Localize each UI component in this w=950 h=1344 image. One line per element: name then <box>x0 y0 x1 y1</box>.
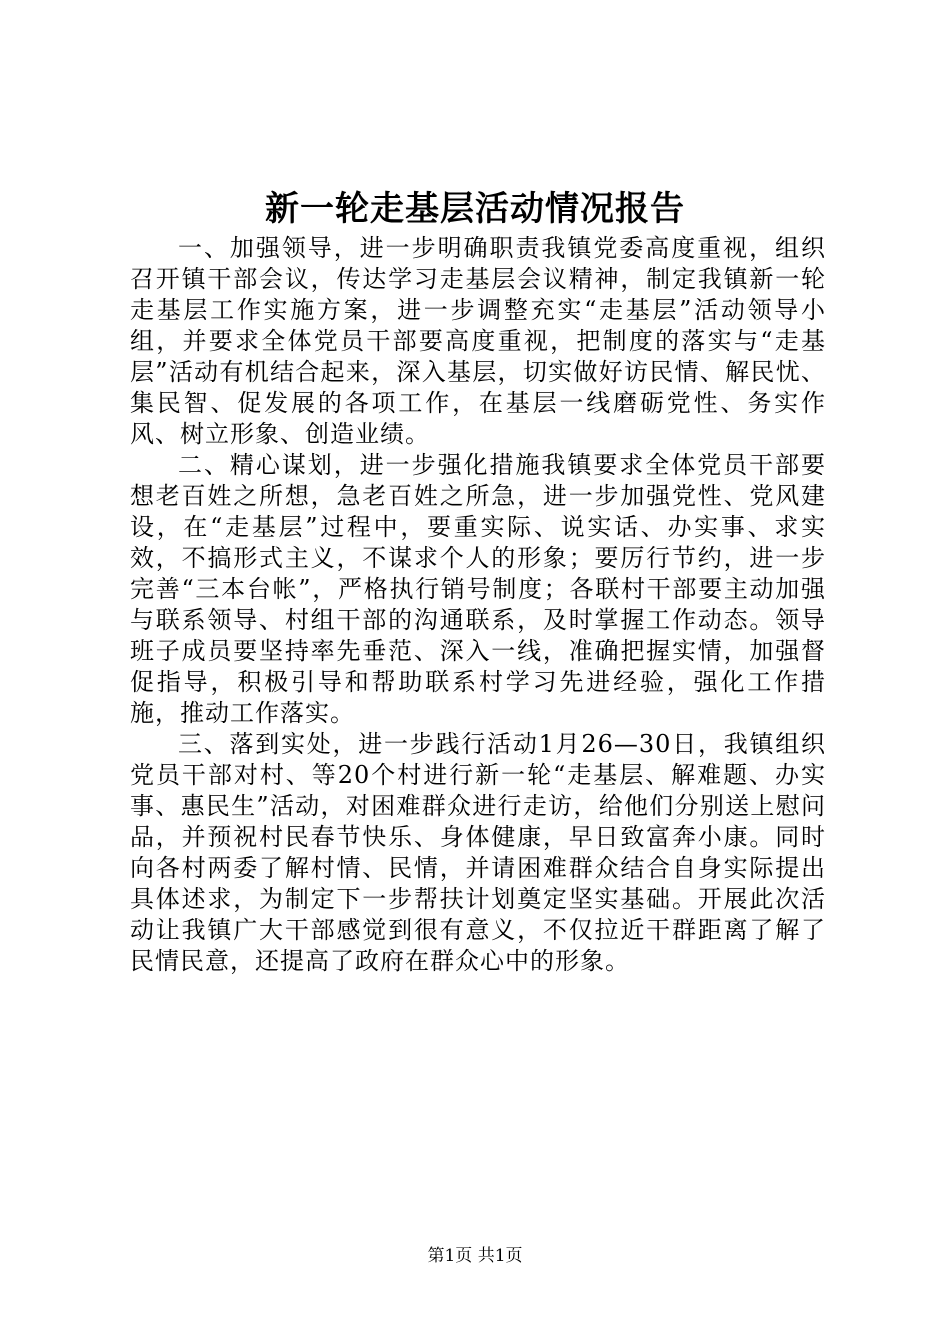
page-number-footer: 第1页 共1页 <box>427 1246 523 1266</box>
paragraph-strengthen-leadership: 一、加强领导，进一步明确职责我镇党委高度重视，组织召开镇干部会议，传达学习走基层会议精神，制定我镇新一轮走基层工作实施方案，进一步调整充实“走基层”活动领导小组，并要求全体党员干部要高度重视，把制度的落实与“走基层”活动有机结合起来，深入基层，切实做好访民情、解民忧、集民智、促发展的各项工作，在基层一线磨砺党性、务实作风、树立形象、创造业绩。 <box>130 234 826 448</box>
document-title: 新一轮走基层活动情况报告 <box>265 189 685 229</box>
document-body <box>130 233 826 977</box>
paragraph-implementation: 三、落到实处，进一步践行活动1月26—30日，我镇组织党员干部对村、等20个村进行新一轮“走基层、解难题、办实事、惠民生”活动，对困难群众进行走访，给他们分别送上慰问品，并预祝村民春节快乐、身体健康，早日致富奔小康。同时向各村两委了解村情、民情，并请困难群众结合自身实际提出具体述求，为制定下一步帮扶计划奠定坚实基础。开展此次活动让我镇广大干部感觉到很有意义，不仅拉近干群距离了解了民情民意，还提高了政府在群众心中的形象。 <box>130 730 826 975</box>
paragraph-careful-planning: 二、精心谋划，进一步强化措施我镇要求全体党员干部要想老百姓之所想，急老百姓之所急，进一步加强党性、党风建设，在“走基层”过程中，要重实际、说实话、办实事、求实效，不搞形式主义，不谋求个人的形象；要厉行节约，进一步完善“三本台帐”，严格执行销号制度；各联村干部要主动加强与联系领导、村组干部的沟通联系，及时掌握工作动态。领导班子成员要坚持率先垂范、深入一线，准确把握实情，加强督促指导，积极引导和帮助联系村学习先进经验，强化工作措施，推动工作落实。 <box>130 451 826 727</box>
